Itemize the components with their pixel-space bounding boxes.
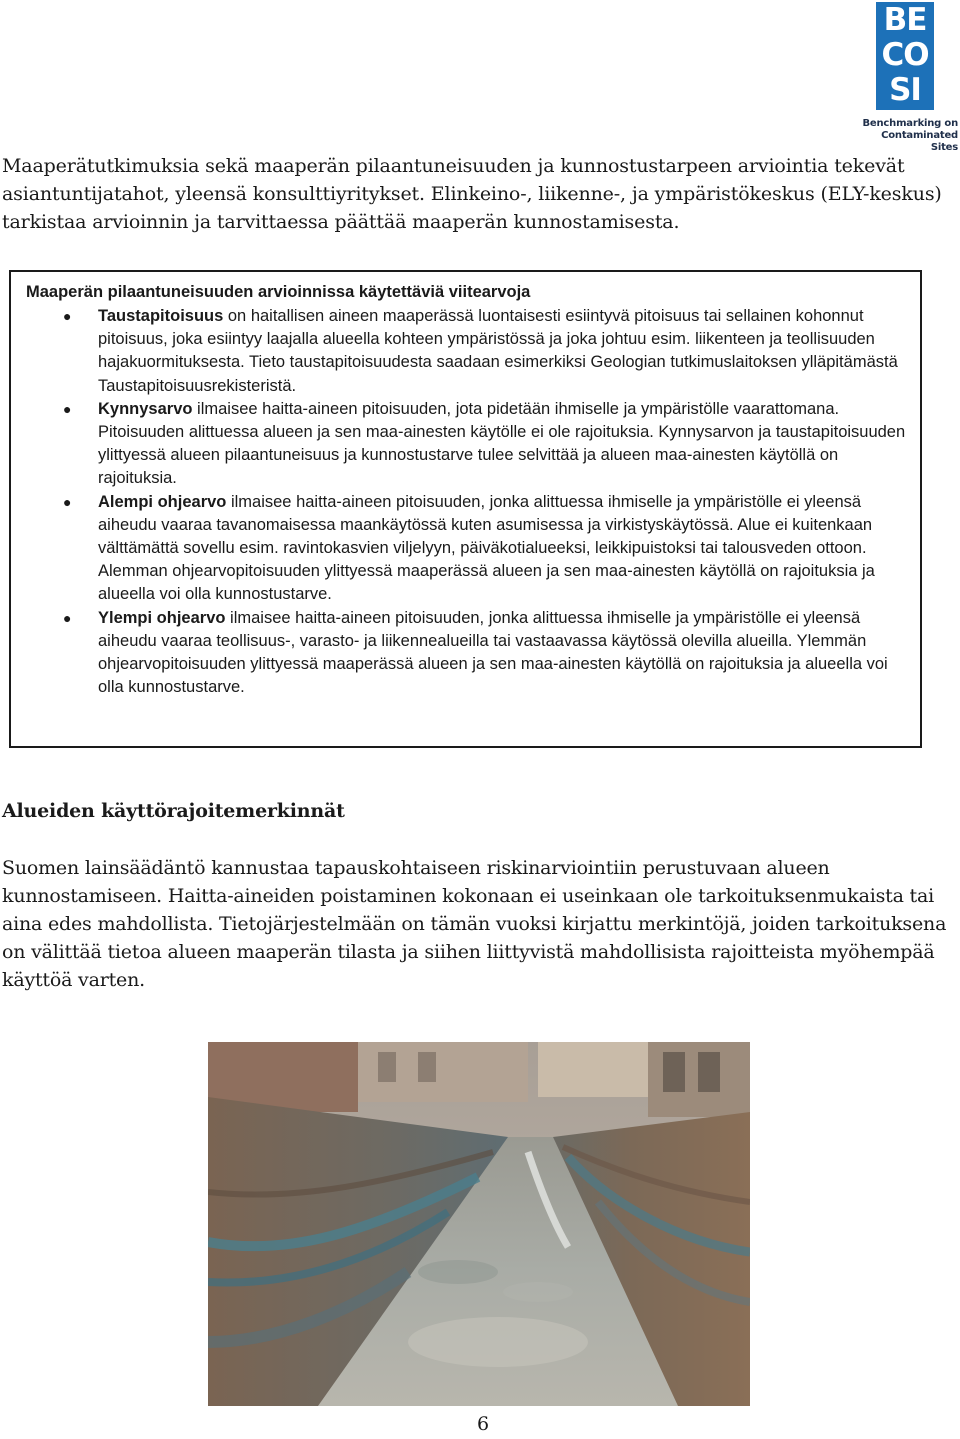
bullet-icon: ● [63, 308, 72, 324]
logo-tagline-line1: Benchmarking on [862, 118, 958, 129]
logo-mark [876, 2, 934, 110]
term: Ylempi ohjearvo [98, 608, 226, 627]
logo-letters-co: CO [881, 37, 929, 73]
section-paragraph: Suomen lainsäädäntö kannustaa tapauskohtaiseen riskinarviointiin perustuvaan alueen kunnostamiseen. Haitta-aineiden poistaminen kokonaan ei useinkaan ole tarkoituksenmukaista tai aina edes mahdollista. Tietojärjestelmään on tämän vuoksi kirjattu merkintöjä, joiden tarkoituksena on välittää tietoa alueen maaperän tilasta ja siihen liittyvistä mahdollisista rajoitteista myöhempää käyttöä varten. [2, 857, 947, 991]
section-title: Alueiden käyttörajoitemerkinnät [2, 800, 345, 822]
becosi-logo [862, 0, 958, 153]
term: Alempi ohjearvo [98, 492, 227, 511]
list-item-threshold-value [11, 398, 911, 491]
bullet-icon: ● [63, 609, 72, 626]
box-title: Maaperän pilaantuneisuuden arvioinnissa käytettäviä viitearvoja [26, 283, 531, 301]
definition: on haitallisen aineen maaperässä luontaisesti esiintyvä pitoisuus tai sellainen kohonnut pitoisuus, joka esiintyy laajalla alueella kohteen ympäristössä ja joka johtuu esim. liikenteen ja teollisuuden hajakuormituksesta. Tieto taustapitoisuudesta saadaan esimerkiksi Geologian tutkimuslaitoksen ylläpitämästä Taustapitoisuusrekisteristä. [98, 307, 898, 395]
bullet-icon: ● [63, 493, 72, 510]
definition: ilmaisee haitta-aineen pitoisuuden, jonka alittuessa ihmiselle ja ympäristölle ei yleensä aiheudu vaaraa teollisuus-, varasto- ja liikennealueilla tai vastaavassa käytössä olevilla alueilla. Ylemmän ohjearvopitoisuuden ylittyessä maaperässä alueen ja sen maa-ainesten käytöllä on rajoituksia ja alueella voi olla kunnostustarve. [98, 608, 888, 697]
list-item-lower-guideline [11, 491, 911, 607]
logo-tagline-line2: Contaminated Sites [881, 130, 958, 153]
trench-photo [208, 1042, 750, 1406]
reference-values-list [11, 305, 911, 699]
trench-photo-image [208, 1042, 750, 1406]
term: Kynnysarvo [98, 399, 193, 418]
list-item-background-concentration [11, 305, 911, 398]
definition: ilmaisee haitta-aineen pitoisuuden, jota pidetään ihmiselle ja ympäristölle vaarattomana. Pitoisuuden alittuessa alueen ja sen maa-ainesten käytölle ei ole rajoituksia. Kynnysarvon ja taustapitoisuuden ylittyessä alueen pilaantuneisuus ja kunnostustarve tulee selvittää ja alueen maa-ainesten käytöllä on rajoituksia. [98, 399, 906, 488]
definition: ilmaisee haitta-aineen pitoisuuden, jonka alittuessa ihmiselle ja ympäristölle ei yleensä aiheudu vaaraa tavanomaisessa maankäytössä kuten asumisessa ja virkistyskäytössä. Alue ei kuitenkaan välttämättä sovellu esim. ravintokasvien viljelyyn, päiväkotialueeksi, leikkipuistoksi tai talousveden ottoon. Alemman ohjearvopitoisuuden ylittyessä maaperässä alueen ja sen maa-ainesten käytöllä on rajoituksia ja alueella voi olla kunnostustarve. [98, 492, 875, 604]
logo-letters-si: SI [889, 72, 921, 108]
term: Taustapitoisuus [98, 307, 224, 325]
reference-values-box [9, 270, 922, 748]
logo-letters [876, 3, 934, 108]
list-item-upper-guideline [11, 607, 911, 700]
logo-letters-be: BE [883, 2, 927, 38]
logo-tagline [854, 118, 958, 154]
bullet-icon: ● [63, 400, 72, 417]
page-number: 6 [476, 1413, 490, 1435]
intro-paragraph: Maaperätutkimuksia sekä maaperän pilaantuneisuuden ja kunnostustarpeen arviointia tekevät asiantuntijatahot, yleensä konsulttiyritykset. Elinkeino-, liikenne-, ja ympäristökeskus (ELY-keskus) tarkistaa arvioinnin ja tarvittaessa päättää maaperän kunnostamisesta. [2, 155, 942, 233]
